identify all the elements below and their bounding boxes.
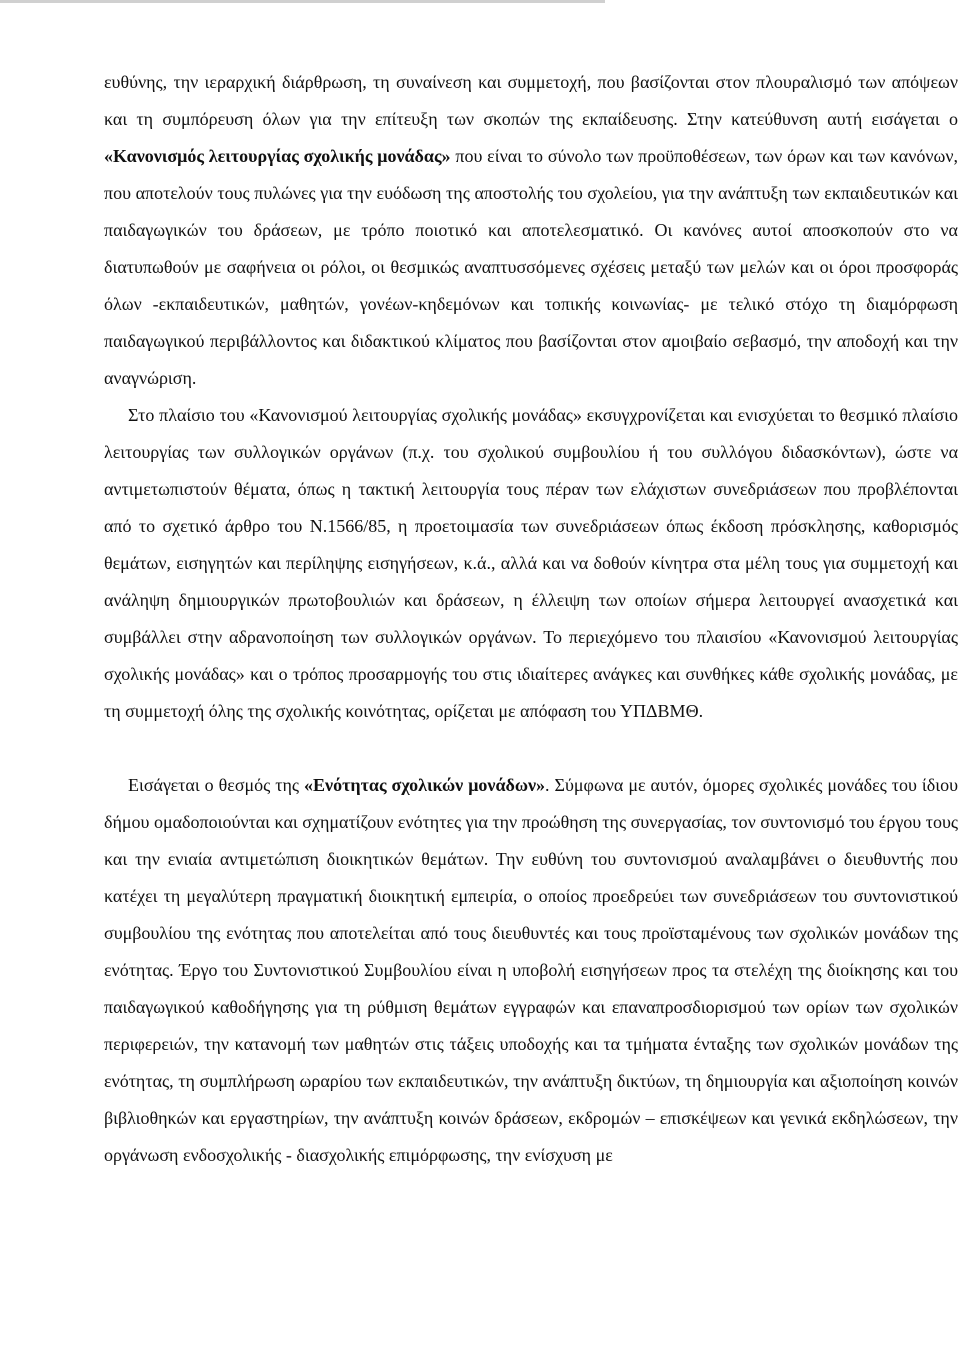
paragraph-3 — [104, 767, 958, 1174]
paragraph-3-emphasis: «Ενότητας σχολικών μονάδων» — [304, 775, 546, 795]
paragraph-2: Στο πλαίσιο του «Κανονισμού λειτουργίας σχολικής μονάδας» εκσυγχρονίζεται και ενισχύεται το θεσμικό πλαίσιο λειτουργίας των συλλογικών οργάνων (π.χ. του σχολικού συμβουλίου ή του συλλόγου διδασκόντων), ώστε να αντιμετωπιστούν θέματα, όπως η τακτική λειτουργία τους πέραν των ελάχιστων συνεδριάσεων που προβλέπονται από το σχετικό άρθρο του Ν.1566/85, η προετοιμασία των συνεδριάσεων όπως έκδοση πρόσκλησης, καθορισμός θεμάτων, εισηγητών και περίληψης εισηγήσεων, κ.ά., αλλά και να δοθούν κίνητρα στα μέλη τους για συμμετοχή και ανάληψη δημιουργικών πρωτοβουλιών και δράσεων, η έλλειψη των οποίων σήμερα λειτουργεί ανασχετικά και συμβάλλει στην αδρανοποίηση των συλλογικών οργάνων. Το περιεχόμενο του πλαισίου «Κανονισμού λειτουργίας σχολικής μονάδας» και ο τρόπος προσαρμογής του στις ιδιαίτερες ανάγκες και συνθήκες κάθε σχολικής μονάδας, με τη συμμετοχή όλης της σχολικής κοινότητας, ορίζεται με απόφαση του ΥΠΔΒΜΘ. — [104, 405, 958, 721]
paragraph-1-emphasis: «Κανονισμός λειτουργίας σχολικής μονάδας» — [104, 146, 451, 166]
paragraph-1-text-c: που είναι το σύνολο των προϋποθέσεων, των όρων και των κανόνων, που αποτελούν τους πυλώνες για την ευόδωση της αποστολής του σχολείου, για την ανάπτυξη των εκπαιδευτικών και παιδαγωγικών του δράσεων, με τρόπο ποιοτικό και αποτελεσματικό. Οι κανόνες αυτοί αποσκοπούν στο να διατυπωθούν με σαφήνεια οι ρόλοι, οι θεσμικώς αναπτυσσόμενες σχέσεις μεταξύ των μελών και οι όροι προσφοράς όλων -εκπαιδευτικών, μαθητών, γονέων-κηδεμόνων και τοπικής κοινωνίας- με τελικό στόχο τη διαμόρφωση παιδαγωγικού περιβάλλοντος και διδακτικού κλίματος που βασίζονται στον αμοιβαίο σεβασμό, την αποδοχή και την αναγνώριση. — [104, 146, 959, 388]
paragraph-1-text-a: ευθύνης, την ιεραρχική διάρθρωση, τη συναίνεση και συμμετοχή, που βασίζονται στον πλουραλισμό των απόψεων και τη συμπόρευση όλων για την επίτευξη των σκοπών της εκπαίδευσης. Στην κατεύθυνση αυτή εισάγεται ο — [104, 72, 958, 129]
paragraph-3-text-a: Εισάγεται ο θεσμός της — [128, 775, 305, 795]
paragraph-3-text-c: . Σύμφωνα με αυτόν, όμορες σχολικές μονάδες του ίδιου δήμου ομαδοποιούνται και σχηματίζουν ενότητες για την προώθηση της συνεργασίας, τον συντονισμό του έργου τους και την ενιαία αντιμετώπιση διοικητικών θεμάτων. Την ευθύνη του συντονισμού αναλαμβάνει ο διευθυντής που κατέχει τη μεγαλύτερη πραγματική διοικητική εμπειρία, ο οποίος προεδρεύει των συνεδριάσεων του συντονιστικού συμβουλίου της ενότητας που αποτελείται από τους διευθυντές και τους προϊσταμένους των σχολικών μονάδων της ενότητας. Έργο του Συντονιστικού Συμβουλίου είναι η υποβολή εισηγήσεων προς τα στελέχη της διοίκησης και του παιδαγωγικού καθοδήγησης για τη ρύθμιση θεμάτων εγγραφών και επαναπροσδιορισμού των ορίων των σχολικών περιφερειών, την κατανομή των μαθητών στις τάξεις υποδοχής και τα τμήματα ένταξης των σχολικών μονάδων της ενότητας, τη συμπλήρωση ωραρίου των εκπαιδευτικών, την ανάπτυξη δικτύων, τη δημιουργία και αξιοποίηση κοινών βιβλιοθηκών και εργαστηρίων, την ανάπτυξη κοινών δράσεων, εκδρομών – επισκέψεων και γενικά εκδηλώσεων, την οργάνωση ενδοσχολικής - διασχολικής επιμόρφωσης, την ενίσχυση με — [104, 775, 958, 1165]
document-body — [104, 64, 958, 1174]
paragraph-1 — [104, 64, 958, 397]
top-rule — [0, 0, 605, 3]
